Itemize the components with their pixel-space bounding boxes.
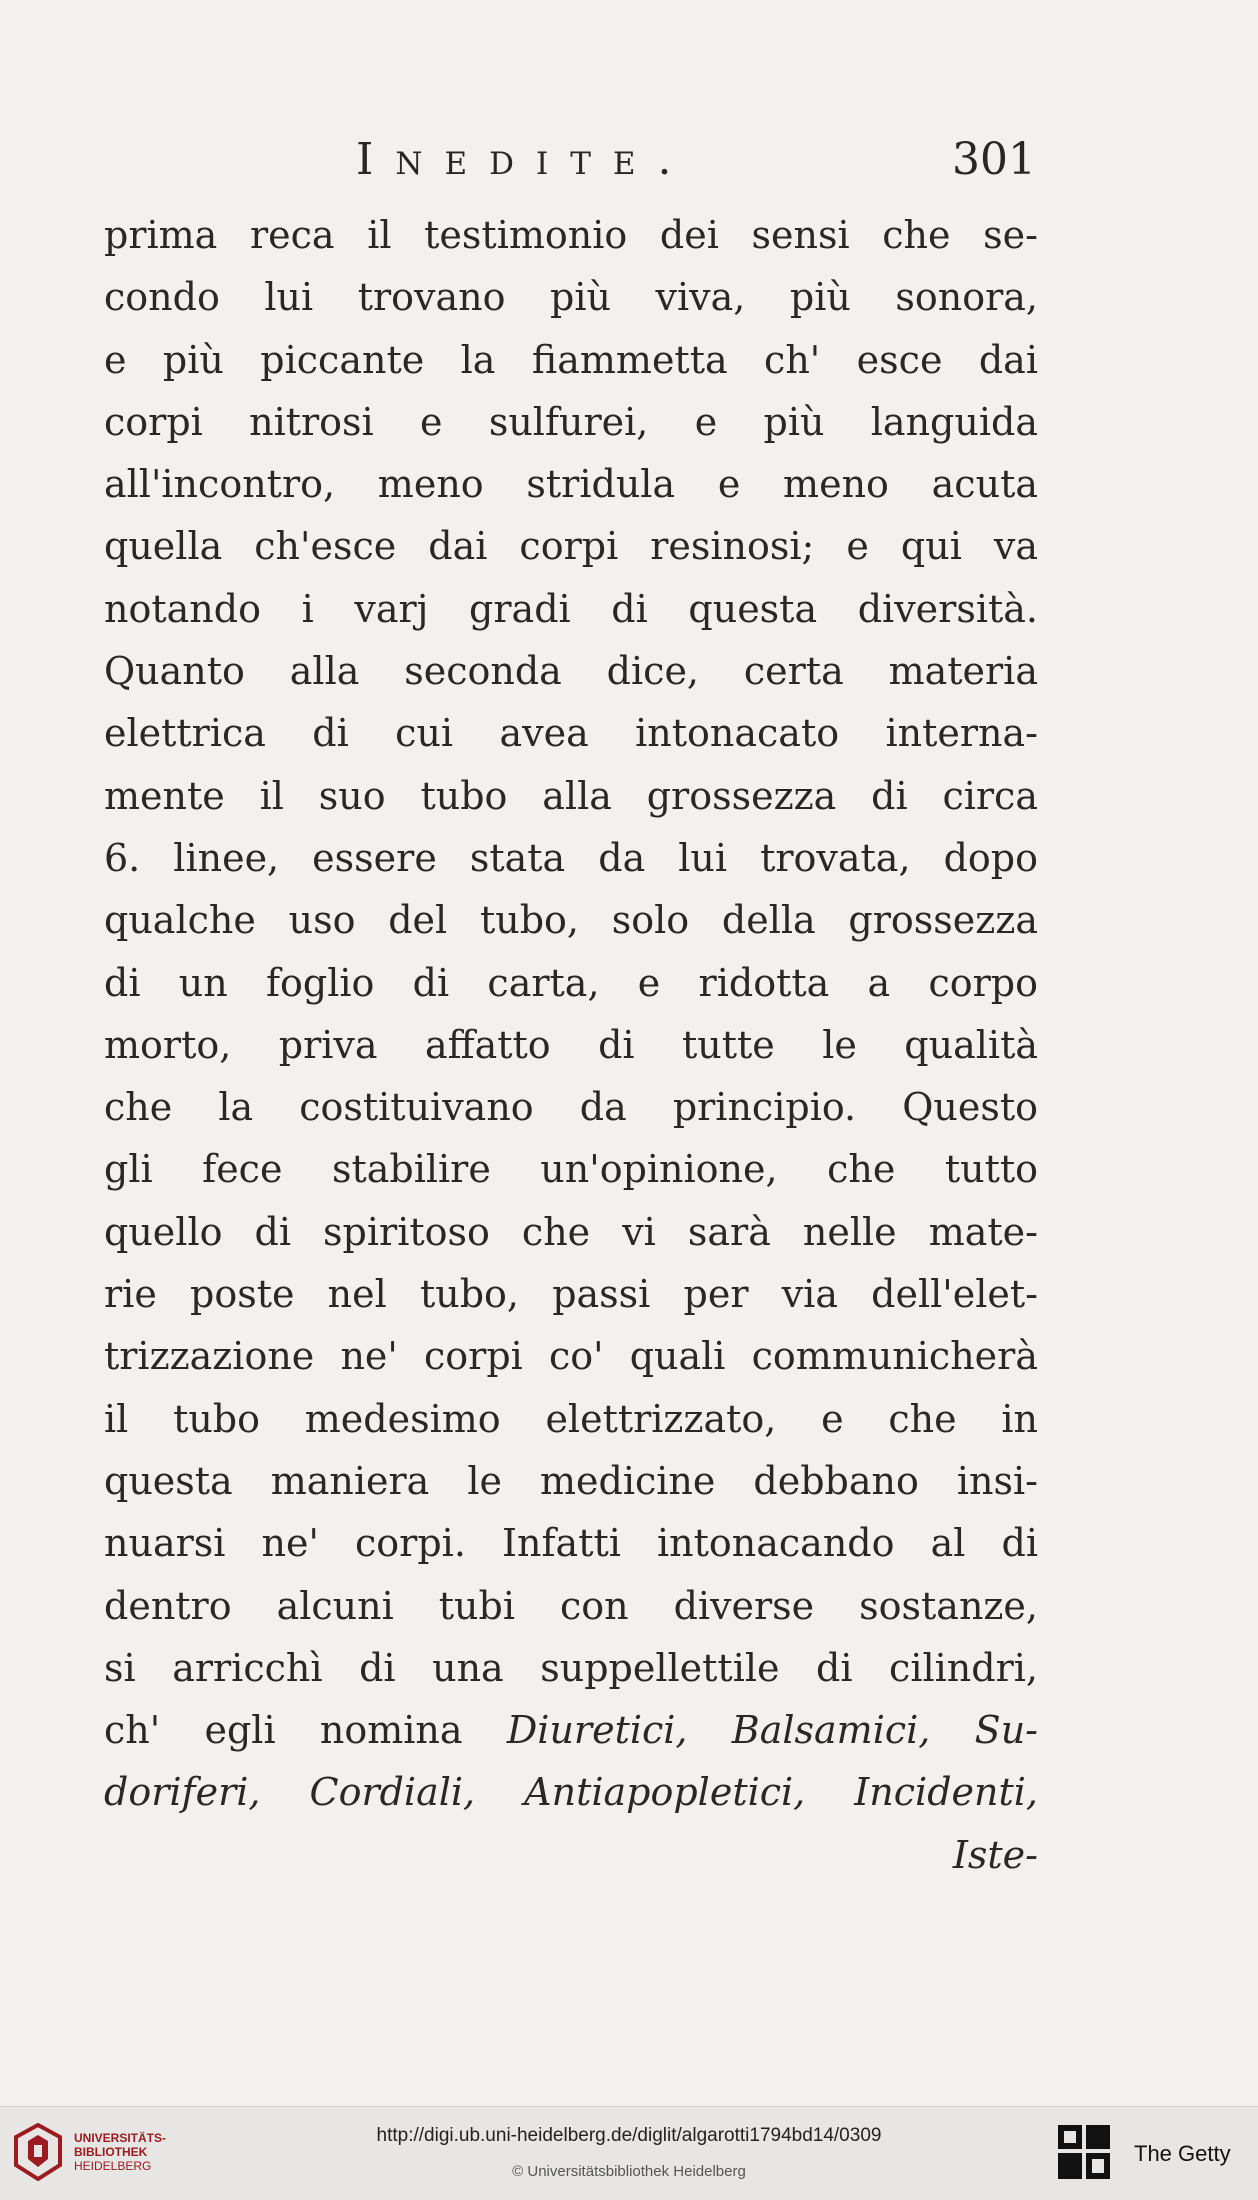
getty-logo-icon	[1056, 2123, 1112, 2183]
text-line: elettrica di cui avea intonacato interna-	[104, 711, 1038, 756]
library-name-line: BIBLIOTHEK	[74, 2145, 148, 2159]
library-name-line: HEIDELBERG	[74, 2159, 152, 2173]
text-line: gli fece stabilire un'opinione, che tutto	[104, 1147, 1038, 1192]
text-line: quello di spiritoso che vi sarà nelle mate-	[104, 1209, 1038, 1254]
permalink[interactable]: http://digi.ub.uni-heidelberg.de/diglit/algarotti1794bd14/0309	[376, 2125, 882, 2146]
partner-name: The Getty	[1134, 2141, 1231, 2166]
text-line: mente il suo tubo alla grossezza di circa	[104, 773, 1038, 818]
text-line: dentro alcuni tubi con diverse sostanze,	[104, 1583, 1038, 1628]
text-line: condo lui trovano più viva, più sonora,	[104, 275, 1038, 320]
text-line: si arricchì di una suppellettile di cilindri,	[104, 1645, 1038, 1690]
text-line: trizzazione ne' corpi co' quali communicherà	[104, 1334, 1038, 1379]
text-line: corpi nitrosi e sulfurei, e più languida	[104, 399, 1038, 444]
text-line: all'incontro, meno stridula e meno acuta	[104, 462, 1038, 507]
text-roman: ch' egli nomina	[104, 1708, 507, 1753]
text-line: qualche uso del tubo, solo della grossezza	[104, 898, 1038, 943]
text-line-mixed	[104, 1699, 1038, 1761]
text-line: rie poste nel tubo, passi per via dell'elet-	[104, 1272, 1038, 1317]
text-line: Quanto alla seconda dice, certa materia	[104, 649, 1038, 694]
page-number: 301	[952, 134, 1036, 185]
body-text	[104, 204, 1038, 1886]
running-title: Inedite.	[356, 134, 694, 185]
text-line: che la costituivano da principio. Questo	[104, 1085, 1038, 1130]
viewer-footer	[0, 2106, 1258, 2200]
library-name-line: UNIVERSITÄTS-	[74, 2131, 167, 2145]
text-line: di un foglio di carta, e ridotta a corpo	[104, 960, 1038, 1005]
running-head	[356, 134, 1036, 194]
text-line: il tubo medesimo elettrizzato, e che in	[104, 1396, 1038, 1441]
text-line: e più piccante la fiammetta ch' esce dai	[104, 337, 1038, 382]
text-line: morto, priva affatto di tutte le qualità	[104, 1022, 1038, 1067]
text-line: quella ch'esce dai corpi resinosi; e qui va	[104, 524, 1038, 569]
text-line: 6. linee, essere stata da lui trovata, dopo	[104, 835, 1038, 880]
text-line: prima reca il testimonio dei sensi che se-	[104, 213, 1038, 257]
text-line: questa maniera le medicine debbano insi-	[104, 1458, 1038, 1503]
text-line: notando i varj gradi di questa diversità.	[104, 586, 1038, 631]
catchword: Iste-	[952, 1832, 1038, 1877]
copyright-notice: © Universitätsbibliothek Heidelberg	[512, 2163, 746, 2180]
partner-logo[interactable]	[1056, 2123, 1246, 2183]
text-line: nuarsi ne' corpi. Infatti intonacando al di	[104, 1521, 1038, 1566]
text-line-italic: doriferi, Cordiali, Antiapopletici, Incidenti,	[104, 1770, 1038, 1815]
text-italic: Diuretici, Balsamici, Su-	[506, 1708, 1038, 1753]
